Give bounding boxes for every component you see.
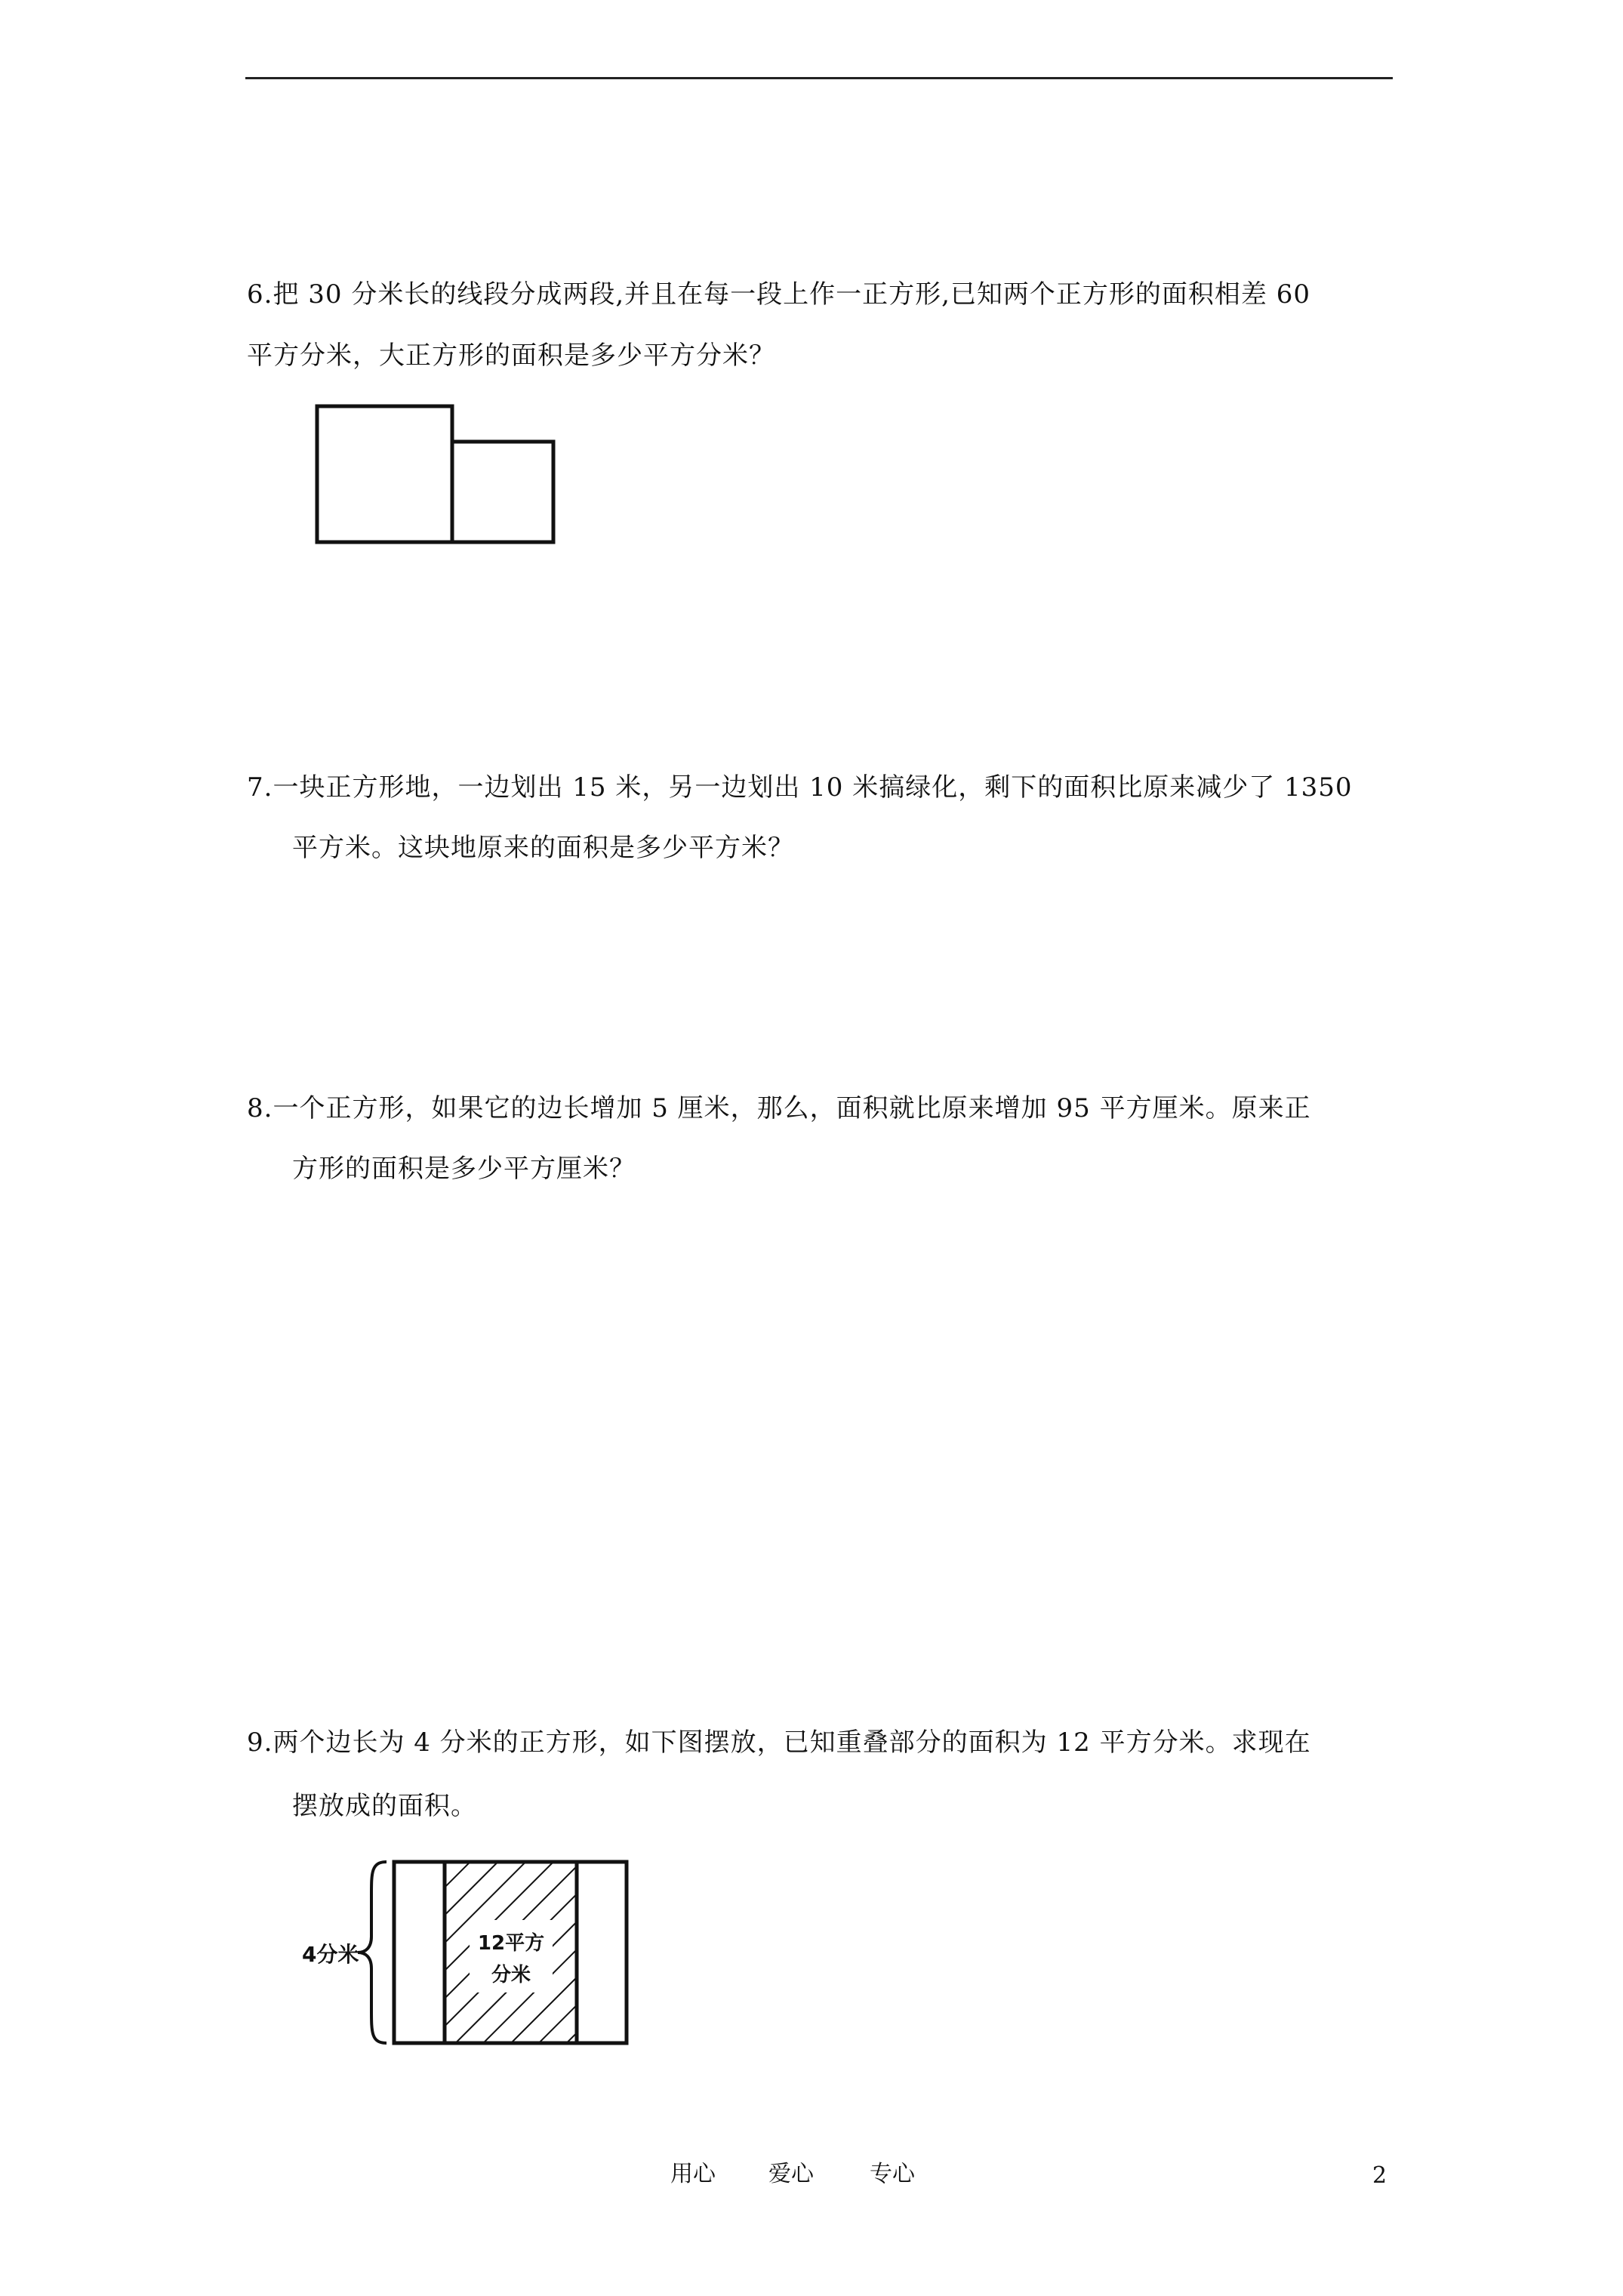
- overlap-label-line-1: 12平方: [477, 1932, 545, 1955]
- question-6-line-2: 平方分米，大正方形的面积是多少平方分米？: [247, 341, 775, 371]
- side-length-label: 4分米: [302, 1942, 359, 1967]
- question-6-line-1: 6.把 30 分米长的线段分成两段,并且在每一段上作一正方形,已知两个正方形的面积相差 60: [247, 279, 1311, 310]
- question-8-line-2: 方形的面积是多少平方厘米？: [292, 1154, 636, 1184]
- small-square: [452, 442, 553, 542]
- question-7-line-1: 7.一块正方形地，一边划出 15 米，另一边划出 10 米搞绿化，剩下的面积比原来减少了 1350: [247, 772, 1353, 803]
- overlap-label-line-2: 分米: [491, 1964, 531, 1986]
- large-square: [317, 406, 452, 542]
- footer-text-1: 用心: [670, 2161, 716, 2187]
- figure-6-two-squares: [310, 399, 559, 550]
- brace: [358, 1862, 387, 2043]
- question-9-line-1: 9.两个边长为 4 分米的正方形，如下图摆放，已知重叠部分的面积为 12 平方分米。求现在: [247, 1727, 1311, 1758]
- figure-9-overlapping-squares: [287, 1850, 634, 2054]
- question-9-line-2: 摆放成的面积。: [292, 1791, 477, 1821]
- page-number: 2: [1372, 2162, 1387, 2189]
- question-8-line-1: 8.一个正方形，如果它的边长增加 5 厘米，那么，面积就比原来增加 95 平方厘米。原来正: [247, 1093, 1311, 1123]
- header-rule: [245, 77, 1393, 79]
- footer-text-3: 专心: [870, 2161, 915, 2187]
- footer-text-2: 爱心: [768, 2161, 814, 2187]
- question-7-line-2: 平方米。这块地原来的面积是多少平方米？: [292, 833, 794, 863]
